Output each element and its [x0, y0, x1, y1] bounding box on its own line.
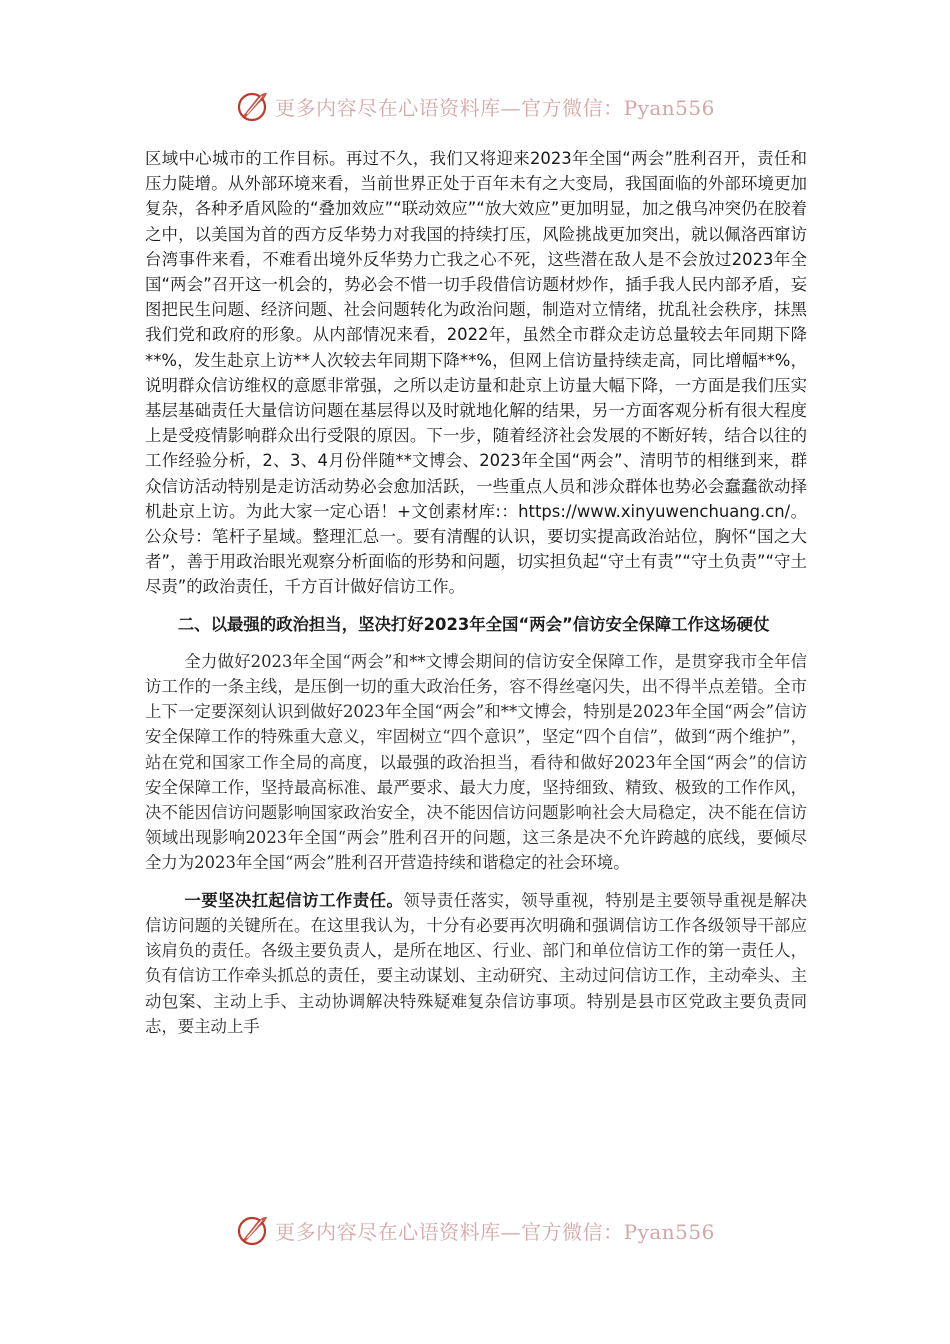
quill-pen-logo-icon: [235, 88, 271, 124]
watermark-text: 更多内容尽在心语资料库—官方微信：Pyan556: [275, 1219, 715, 1244]
section-heading-2: 二、以最强的政治担当，坚决打好2023年全国“两会”信访安全保障工作这场硬仗: [177, 614, 770, 634]
quill-pen-logo-icon: [235, 1212, 271, 1248]
document-body: [145, 146, 807, 1039]
paragraph-3-lead: 一要坚决扛起信访工作责任。: [184, 890, 404, 910]
paragraph-3: [145, 888, 807, 1039]
paragraph-3-text: 领导责任落实，领导重视，特别是主要领导重视是解决信访问题的关键所在。在这里我认为，十分有必要再次明确和强调信访工作各级领导干部应该肩负的责任。各级主要负责人，是所在地区、行业、部门和单位信访工作的第一责任人，负有信访工作牵头抓总的责任，要主动谋划、主动研究、主动过问信访工作，主动牵头、主动包案、主动上手、主动协调解决特殊疑难复杂信访事项。特别是县市区党政主要负责同志，要主动上手: [145, 890, 808, 1036]
paragraph-1: 区域中心城市的工作目标。再过不久，我们又将迎来2023年全国“两会”胜利召开，责任和压力陡增。从外部环境来看，当前世界正处于百年未有之大变局，我国面临的外部环境更加复杂，各种矛盾风险的“叠加效应”“联动效应”“放大效应”更加明显，加之俄乌冲突仍在胶着之中，以美国为首的西方反华势力对我国的持续打压，风险挑战更加突出，就以佩洛西窜访台湾事件来看，不难看出境外反华势力亡我之心不死，这些潜在敌人是不会放过2023年全国“两会”召开这一机会的，势必会不惜一切手段借信访题材炒作，插手我人民内部矛盾，妄图把民生问题、经济问题、社会问题转化为政治问题，制造对立情绪，扰乱社会秩序，抹黑我们党和政府的形象。从内部情况来看，2022年，虽然全市群众走访总量较去年同期下降**%，发生赴京上访**人次较去年同期下降**%，但网上信访量持续走高，同比增幅**%，说明群众信访维权的意愿非常强，之所以走访量和赴京上访量大幅下降，一方面是我们压实基层基础责任大量信访问题在基层得以及时就地化解的结果，另一方面客观分析有很大程度上是受疫情影响群众出行受限的原因。下一步，随着经济社会发展的不断好转，结合以往的工作经验分析，2、3、4月份伴随**文博会、2023年全国“两会”、清明节的相继到来，群众信访活动特别是走访活动势必会愈加活跃，一些重点人员和涉众群体也势必会蠢蠢欲动择机赴京上访。为此大家一定心语！+文创素材库:：https://www.xinyuwenchuang.cn/。公众号：笔杆子星域。整理汇总一。要有清醒的认识，要切实提高政治站位，胸怀“国之大者”，善于用政治眼光观察分析面临的形势和问题，切实担负起“守土有责”“守土负责”“守土尽责”的政治责任，千方百计做好信访工作。: [145, 149, 807, 597]
paragraph-2: 全力做好2023年全国“两会”和**文博会期间的信访安全保障工作，是贯穿我市全年信访工作的一条主线，是压倒一切的重大政治任务，容不得丝毫闪失，出不得半点差错。全市上下一定要深刻认识到做好2023年全国“两会”和**文博会，特别是2023年全国“两会”信访安全保障工作的特殊重大意义，牢固树立“四个意识”，坚定“四个自信”，做到“两个维护”，站在党和国家工作全局的高度，以最强的政治担当，看待和做好2023年全国“两会”的信访安全保障工作，坚持最高标准、最严要求、最大力度，坚持细致、精致、极致的工作作风，决不能因信访问题影响国家政治安全，决不能因信访问题影响社会大局稳定，决不能在信访领域出现影响2023年全国“两会”胜利召开的问题，这三条是决不允许跨越的底线，要倾尽全力为2023年全国“两会”胜利召开营造持续和谐稳定的社会环境。: [145, 651, 807, 873]
header-watermark-banner: [0, 86, 950, 126]
footer-watermark-banner: [0, 1210, 950, 1250]
watermark-text: 更多内容尽在心语资料库—官方微信：Pyan556: [275, 95, 715, 120]
